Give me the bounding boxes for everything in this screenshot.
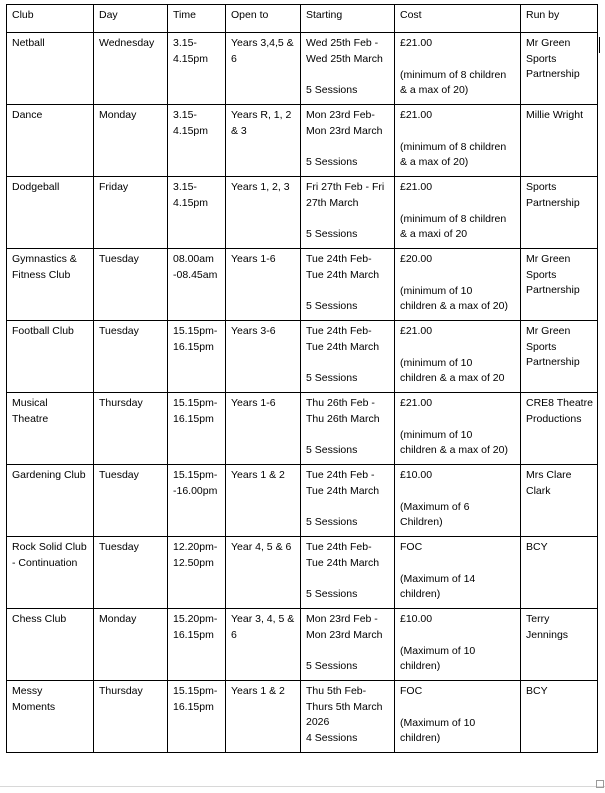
cost-note: & a max of 20): [400, 84, 469, 96]
time-text: 3.15-: [173, 181, 197, 193]
day-text: Monday: [99, 613, 137, 625]
starting-dates: Tue 24th Feb-: [306, 253, 372, 265]
club-name: Musical: [12, 397, 48, 409]
session-count: 5 Sessions: [306, 372, 358, 384]
table-row: [7, 465, 598, 537]
column-header-club: Club: [7, 5, 94, 33]
cost-note: children): [400, 732, 441, 744]
open-to-cell: [226, 465, 301, 537]
table-row: [7, 681, 598, 753]
club-cell: [7, 609, 94, 681]
cost-note: children): [400, 660, 441, 672]
cost-amount: £21.00: [400, 397, 433, 409]
cost-amount: £21.00: [400, 325, 433, 337]
starting-dates: Thu 5th Feb-: [306, 685, 367, 697]
club-cell: [7, 105, 94, 177]
cost-note: (minimum of 10: [400, 284, 473, 297]
cost-note: (Maximum of 6: [400, 500, 470, 513]
starting-dates: Tue 24th March: [306, 484, 380, 497]
run-by-text: Partnership: [526, 356, 580, 368]
cost-note: (minimum of 8 children: [400, 140, 507, 153]
open-to-cell: [226, 609, 301, 681]
starting-dates: 27th March: [306, 196, 359, 209]
club-cell: [7, 537, 94, 609]
cost-cell: [395, 393, 521, 465]
cost-note: (Maximum of 10: [400, 644, 476, 657]
run-by-text: Partnership: [526, 196, 580, 209]
time-cell: [168, 393, 226, 465]
time-text: 15.15pm-: [173, 469, 218, 481]
open-to-cell: [226, 321, 301, 393]
cost-note: children): [400, 588, 441, 600]
starting-dates: Fri 27th Feb - Fri: [306, 181, 385, 193]
day-cell: [94, 609, 168, 681]
table-row: [7, 33, 598, 105]
cost-note: (minimum of 8 children: [400, 212, 507, 225]
page-bottom-edge: [0, 786, 605, 787]
run-by-text: Mrs Clare: [526, 469, 572, 481]
day-cell: [94, 105, 168, 177]
cost-cell: [395, 105, 521, 177]
club-name: Moments: [12, 700, 56, 713]
time-text: -16.00pm: [173, 484, 218, 497]
run-by-cell: [521, 249, 598, 321]
open-to-text: Year 4, 5 & 6: [231, 541, 292, 553]
run-by-cell: [521, 609, 598, 681]
day-cell: [94, 465, 168, 537]
table-row: [7, 537, 598, 609]
run-by-text: Sports: [526, 181, 557, 193]
run-by-cell: [521, 537, 598, 609]
time-text: 15.20pm-: [173, 613, 218, 625]
starting-cell: [301, 105, 395, 177]
day-text: Wednesday: [99, 37, 155, 49]
club-name: Gymnastics &: [12, 253, 77, 265]
open-to-text: Years 3,4,5 &: [231, 37, 294, 49]
starting-dates: 2026: [306, 716, 330, 728]
open-to-text: Year 3, 4, 5 &: [231, 613, 295, 625]
day-text: Friday: [99, 181, 129, 193]
starting-dates: Thurs 5th March: [306, 700, 383, 713]
time-text: 16.15pm: [173, 700, 214, 713]
cost-cell: [395, 177, 521, 249]
club-cell: [7, 33, 94, 105]
open-to-cell: [226, 33, 301, 105]
cost-note: & a max of 20): [400, 156, 469, 168]
session-count: 4 Sessions: [306, 731, 358, 744]
run-by-text: Sports: [526, 340, 557, 353]
session-count: 5 Sessions: [306, 300, 358, 312]
cost-amount: FOC: [400, 685, 423, 697]
time-cell: [168, 681, 226, 753]
time-cell: [168, 465, 226, 537]
time-text: 08.00am: [173, 253, 214, 265]
open-to-text: Years 1 & 2: [231, 685, 285, 697]
cost-amount: £10.00: [400, 469, 433, 481]
open-to-text: Years 1-6: [231, 397, 276, 409]
cost-amount: £10.00: [400, 613, 433, 625]
cost-note: (minimum of 10: [400, 428, 473, 441]
time-cell: [168, 105, 226, 177]
cost-cell: [395, 609, 521, 681]
time-cell: [168, 537, 226, 609]
starting-dates: Tue 24th March: [306, 556, 380, 569]
table-row: [7, 105, 598, 177]
text-cursor: [599, 37, 600, 53]
starting-cell: [301, 681, 395, 753]
club-cell: [7, 249, 94, 321]
cost-note: children & a max of 20: [400, 372, 505, 384]
club-name: Messy: [12, 685, 43, 697]
open-to-text: Years 3-6: [231, 325, 276, 337]
run-by-cell: [521, 465, 598, 537]
run-by-cell: [521, 321, 598, 393]
day-text: Thursday: [99, 685, 143, 697]
starting-cell: [301, 465, 395, 537]
run-by-cell: [521, 681, 598, 753]
time-cell: [168, 33, 226, 105]
club-name: Fitness Club: [12, 268, 71, 281]
club-name: Theatre: [12, 412, 49, 425]
open-to-cell: [226, 393, 301, 465]
day-text: Tuesday: [99, 541, 139, 553]
time-text: 15.15pm-: [173, 397, 218, 409]
day-text: Tuesday: [99, 469, 139, 481]
run-by-text: Clark: [526, 484, 551, 497]
run-by-text: CRE8 Theatre: [526, 397, 593, 409]
run-by-cell: [521, 105, 598, 177]
time-text: 16.15pm: [173, 412, 214, 425]
session-count: 5 Sessions: [306, 228, 358, 240]
open-to-cell: [226, 105, 301, 177]
club-cell: [7, 681, 94, 753]
cost-amount: £21.00: [400, 37, 433, 49]
club-name: Chess Club: [12, 613, 67, 625]
club-name: Gardening Club: [12, 469, 86, 481]
club-name: Football Club: [12, 325, 74, 337]
table-resize-handle[interactable]: [596, 780, 604, 788]
starting-dates: Mon 23rd March: [306, 124, 383, 137]
table-row: [7, 321, 598, 393]
session-count: 5 Sessions: [306, 444, 358, 456]
day-cell: [94, 321, 168, 393]
session-count: 5 Sessions: [306, 660, 358, 672]
day-cell: [94, 681, 168, 753]
session-count: 5 Sessions: [306, 84, 358, 96]
cost-note: children & a max of 20): [400, 300, 508, 312]
open-to-text: 6: [231, 52, 237, 65]
club-cell: [7, 465, 94, 537]
time-text: 12.20pm-: [173, 541, 218, 553]
session-count: 5 Sessions: [306, 156, 358, 168]
open-to-text: 6: [231, 628, 237, 641]
run-by-cell: [521, 177, 598, 249]
open-to-text: & 3: [231, 124, 247, 137]
run-by-text: Productions: [526, 412, 582, 425]
day-cell: [94, 249, 168, 321]
run-by-text: Mr Green: [526, 37, 571, 49]
time-text: 4.15pm: [173, 196, 209, 209]
open-to-text: Years R, 1, 2: [231, 109, 292, 121]
run-by-text: Mr Green: [526, 325, 571, 337]
starting-dates: Thu 26th Feb -: [306, 397, 375, 409]
starting-cell: [301, 321, 395, 393]
starting-dates: Tue 24th March: [306, 340, 380, 353]
starting-dates: Tue 24th Feb -: [306, 469, 375, 481]
column-header-day: Day: [94, 5, 168, 33]
cost-cell: [395, 321, 521, 393]
cost-note: (Maximum of 14: [400, 572, 476, 585]
table-row: [7, 609, 598, 681]
starting-cell: [301, 33, 395, 105]
cost-note: Children): [400, 516, 443, 528]
time-text: 12.50pm: [173, 556, 214, 569]
column-header-open-to: Open to: [226, 5, 301, 33]
day-cell: [94, 537, 168, 609]
day-cell: [94, 33, 168, 105]
cost-cell: [395, 33, 521, 105]
run-by-text: BCY: [526, 685, 548, 697]
starting-dates: Tue 24th March: [306, 268, 380, 281]
run-by-text: Terry: [526, 613, 550, 625]
club-cell: [7, 321, 94, 393]
day-text: Tuesday: [99, 325, 139, 337]
run-by-text: Sports: [526, 52, 557, 65]
run-by-text: Jennings: [526, 628, 569, 641]
cost-note: (minimum of 8 children: [400, 68, 507, 81]
club-name: - Continuation: [12, 556, 78, 569]
cost-cell: [395, 681, 521, 753]
session-count: 5 Sessions: [306, 588, 358, 600]
starting-dates: Wed 25th Feb -: [306, 37, 379, 49]
club-cell: [7, 393, 94, 465]
time-cell: [168, 609, 226, 681]
starting-cell: [301, 177, 395, 249]
column-header-cost: Cost: [395, 5, 521, 33]
time-text: 16.15pm: [173, 628, 214, 641]
cost-amount: £21.00: [400, 109, 433, 121]
club-name: Dance: [12, 109, 43, 121]
club-cell: [7, 177, 94, 249]
run-by-cell: [521, 393, 598, 465]
time-text: 3.15-: [173, 109, 197, 121]
time-text: 16.15pm: [173, 340, 214, 353]
day-text: Tuesday: [99, 253, 139, 265]
table-row: [7, 249, 598, 321]
table-row: [7, 393, 598, 465]
cost-amount: FOC: [400, 541, 423, 553]
open-to-cell: [226, 537, 301, 609]
session-count: 5 Sessions: [306, 516, 358, 528]
run-by-text: BCY: [526, 541, 548, 553]
time-text: 15.15pm-: [173, 685, 218, 697]
column-header-run-by: Run by: [521, 5, 598, 33]
day-cell: [94, 393, 168, 465]
run-by-text: Partnership: [526, 284, 580, 296]
run-by-text: Millie Wright: [526, 109, 583, 121]
time-text: 3.15-: [173, 37, 197, 49]
open-to-cell: [226, 177, 301, 249]
cost-note: children & a max of 20): [400, 444, 508, 456]
run-by-cell: [521, 33, 598, 105]
day-text: Thursday: [99, 397, 143, 409]
open-to-cell: [226, 681, 301, 753]
starting-dates: Tue 24th Feb-: [306, 325, 372, 337]
club-name: Rock Solid Club: [12, 541, 87, 553]
column-header-time: Time: [168, 5, 226, 33]
cost-cell: [395, 537, 521, 609]
time-text: 4.15pm: [173, 124, 209, 137]
day-text: Monday: [99, 109, 137, 121]
column-header-starting: Starting: [301, 5, 395, 33]
cost-amount: £21.00: [400, 181, 433, 193]
starting-dates: Tue 24th Feb-: [306, 541, 372, 553]
starting-dates: Mon 23rd Feb-: [306, 109, 375, 121]
header-row: [7, 5, 598, 33]
club-name: Dodgeball: [12, 181, 60, 193]
time-cell: [168, 177, 226, 249]
cost-note: (minimum of 10: [400, 356, 473, 369]
open-to-text: Years 1-6: [231, 253, 276, 265]
cost-cell: [395, 465, 521, 537]
open-to-cell: [226, 249, 301, 321]
cost-note: & a maxi of 20: [400, 228, 468, 240]
run-by-text: Sports: [526, 268, 557, 281]
club-name: Netball: [12, 37, 45, 49]
cost-note: (Maximum of 10: [400, 716, 476, 729]
time-cell: [168, 249, 226, 321]
time-text: 15.15pm-: [173, 325, 218, 337]
run-by-text: Partnership: [526, 68, 580, 80]
starting-cell: [301, 249, 395, 321]
open-to-text: Years 1 & 2: [231, 469, 285, 481]
starting-cell: [301, 609, 395, 681]
starting-dates: Mon 23rd Feb -: [306, 613, 378, 625]
run-by-text: Mr Green: [526, 253, 571, 265]
time-text: -08.45am: [173, 268, 218, 281]
starting-cell: [301, 537, 395, 609]
clubs-table: [6, 4, 598, 753]
starting-dates: Thu 26th March: [306, 412, 380, 425]
starting-dates: Mon 23rd March: [306, 628, 383, 641]
table-row: [7, 177, 598, 249]
starting-dates: Wed 25th March: [306, 52, 383, 65]
time-cell: [168, 321, 226, 393]
cost-amount: £20.00: [400, 253, 433, 265]
starting-cell: [301, 393, 395, 465]
day-cell: [94, 177, 168, 249]
open-to-text: Years 1, 2, 3: [231, 181, 290, 193]
cost-cell: [395, 249, 521, 321]
time-text: 4.15pm: [173, 52, 209, 65]
